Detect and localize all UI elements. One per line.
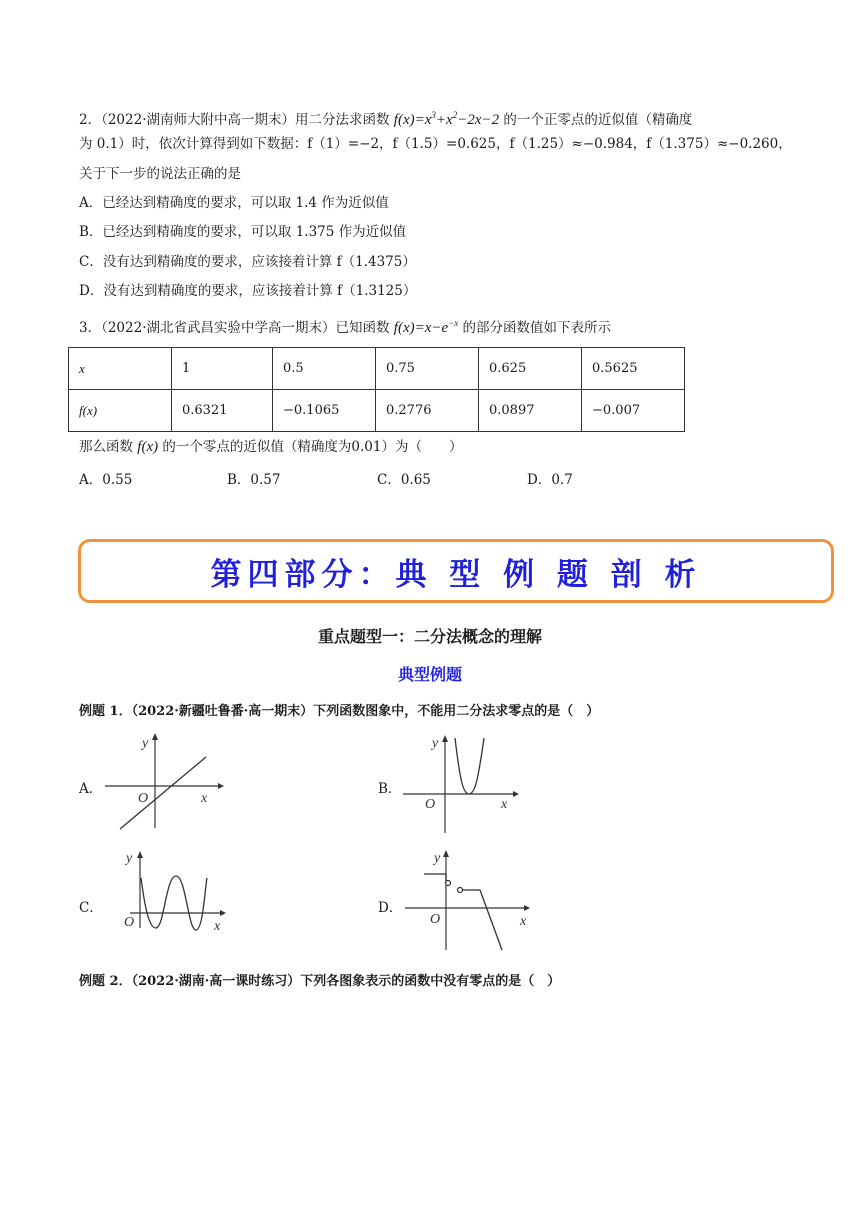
q3-question: 那么函数 f(x) 的一个零点的近似值（精确度为0.01）为（ ） xyxy=(79,439,463,455)
q3-option-d: D．0.7 xyxy=(527,472,573,488)
graph-d-label: D． xyxy=(378,900,403,916)
table-row xyxy=(69,348,685,390)
table-cell: 0.6321 xyxy=(172,390,273,432)
values-table xyxy=(68,347,685,432)
banner-title: 第四部分：典 型 例 题 剖 析 xyxy=(210,556,702,593)
table-row xyxy=(69,390,685,432)
graph-d-descending-line xyxy=(480,890,502,950)
graph-b-origin-label: O xyxy=(425,797,436,812)
example-1-stem: 例题 1．（2022·新疆吐鲁番·高一期末）下列函数图象中，不能用二分法求零点的是（ ） xyxy=(79,704,600,719)
example-2-stem: 例题 2．（2022·湖南·高一课时练习）下列各图象表示的函数中没有零点的是（ ） xyxy=(79,974,561,989)
q2-option-c: C．没有达到精确度的要求，应该接着计算 f（1.4375） xyxy=(79,254,416,270)
graph-c-label: C． xyxy=(79,900,103,916)
graph-a-x-label: x xyxy=(201,791,208,806)
table-cell: x xyxy=(69,348,172,390)
table-cell: −0.007 xyxy=(582,390,685,432)
graph-b xyxy=(400,730,530,835)
graph-a-label: A． xyxy=(79,781,103,797)
q3-function: $f(x)=x-e^{-x}$ xyxy=(393,318,459,336)
q2-function: $f(x)=x^3+x^2-2x-2$ xyxy=(393,110,500,128)
graph-d xyxy=(400,845,540,955)
graph-d-x-label: x xyxy=(520,914,527,929)
table-cell: −0.1065 xyxy=(273,390,376,432)
graph-d-open-point-2 xyxy=(458,888,463,893)
graph-a-line xyxy=(120,757,206,829)
table-cell: 0.625 xyxy=(479,348,582,390)
table-cell: 1 xyxy=(172,348,273,390)
table-cell: f(x) xyxy=(69,390,172,432)
q2-option-b: B．已经达到精确度的要求，可以取 1.375 作为近似值 xyxy=(79,224,407,240)
graph-c xyxy=(110,848,230,933)
table-cell: 0.5625 xyxy=(582,348,685,390)
graph-a-y-label: y xyxy=(142,736,149,751)
q3-option-b: B．0.57 xyxy=(227,472,281,488)
graph-c-x-label: x xyxy=(214,919,221,933)
table-cell: 0.5 xyxy=(273,348,376,390)
q2-option-a: A．已经达到精确度的要求，可以取 1.4 作为近似值 xyxy=(79,195,389,211)
q2-line3: 关于下一步的说法正确的是 xyxy=(79,166,241,182)
graph-d-origin-label: O xyxy=(430,912,441,927)
graph-d-open-point-1 xyxy=(446,881,451,886)
graph-b-x-label: x xyxy=(501,797,508,812)
graph-d-y-label: y xyxy=(434,851,441,866)
graph-c-origin-label: O xyxy=(124,915,135,930)
q3-stem: 3．（2022·湖北省武昌实验中学高一期末）已知函数 $f(x)=x-e^{-x}$ 的部分函数值如下表所示 xyxy=(79,318,612,336)
graph-a xyxy=(100,728,230,833)
q2-option-d: D．没有达到精确度的要求，应该接着计算 f（1.3125） xyxy=(79,283,417,299)
graph-b-parabola xyxy=(455,738,484,794)
table-cell: 0.0897 xyxy=(479,390,582,432)
q3-option-a: A．0.55 xyxy=(79,472,133,488)
table-cell: 0.75 xyxy=(376,348,479,390)
q2-line2: 为 0.1）时，依次计算得到如下数据：f（1）=−2，f（1.5）=0.625，f（1.25）≈−0.984，f（1.375）≈−0.260， xyxy=(79,136,792,152)
section-subtitle: 典型例题 xyxy=(397,665,462,684)
table-cell: 0.2776 xyxy=(376,390,479,432)
graph-b-y-label: y xyxy=(432,736,439,751)
section-title: 重点题型一：二分法概念的理解 xyxy=(317,627,542,646)
graph-b-label: B． xyxy=(378,781,402,797)
q3-option-c: C．0.65 xyxy=(377,472,431,488)
q2-line1: 2．（2022·湖南师大附中高一期末）用二分法求函数 $f(x)=x^3+x^2-2x-2$ 的一个正零点的近似值（精确度 xyxy=(79,110,693,128)
graph-c-wave xyxy=(141,876,207,930)
section-banner xyxy=(78,539,834,603)
graph-c-y-label: y xyxy=(126,851,133,866)
graph-a-origin-label: O xyxy=(138,791,149,806)
